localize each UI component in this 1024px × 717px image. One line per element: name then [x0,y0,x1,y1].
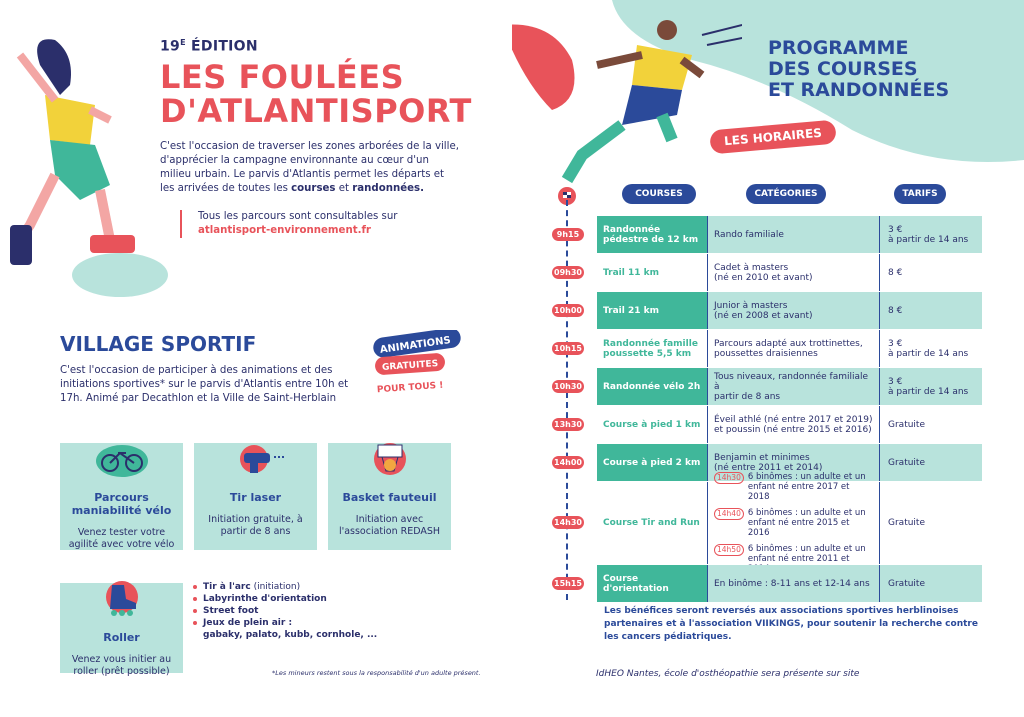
activities-list [193,581,377,641]
header-tarifs: TARIFS [894,184,946,204]
intro-text: C'est l'occasion de traverser les zones arborées de la ville, d'apprécier la campagne environnante au cœur d'un milieu urbain. Le parvis d'Atlantis permet les départs et les arrivées de toutes les courses et randonnées. [160,141,459,194]
list-item: Street foot [193,605,377,617]
time-badge: 10h15 [552,342,584,355]
courses-link-block: Tous les parcours sont consultables sur atlantisport-environnement.fr [180,210,398,238]
table-row: Randonnée famille poussette 5,5 km Parcours adapté aux trottinettes, poussettes draisiennes 3 € à partir de 14 ans [597,330,982,367]
table-row: Randonnée vélo 2h Tous niveaux, randonnée familiale à partir de 8 ans 3 € à partir de 14 ans [597,368,982,405]
village-text: C'est l'occasion de participer à des animations et des initiations sportives* sur le parvis d'Atlantis entre 10h et 17h. Animé par Decathlon et la Ville de Saint-Herblain [60,365,349,404]
time-badge: 9h15 [552,228,584,241]
time-badge: 10h30 [552,380,584,393]
table-row: Trail 11 km Cadet à masters (né en 2010 et avant) 8 € [597,254,982,291]
header-courses: COURSES [622,184,696,204]
time-badge: 14h00 [552,456,584,469]
osteopathy-note: IdHEO Nantes, école d'osthéopathie sera présente sur site [596,669,860,679]
program-title-line-3: ET RANDONNÉES [768,79,950,101]
badge-line-3: POUR TOUS ! [376,380,444,396]
free-animations-badge [355,330,465,400]
program-title-line-2: DES COURSES [768,58,918,80]
sub-time-badge: 14h40 [714,508,744,520]
card-bike [60,443,183,550]
table-row: Course à pied 1 km Éveil athlé (né entre 2017 et 2019) et poussin (né entre 2015 et 2016) Gratuite [597,406,982,443]
roller-skate-icon [90,579,154,623]
list-item: Jeux de plein air : gabaky, palato, kubb, cornhole, ... [193,617,377,641]
program-title-line-1: PROGRAMME [768,37,909,59]
benefits-note: Les bénéfices seront reversés aux associations sportives herblinoises partenaires et à l'association VIIKINGS, pour soutenir la recherche contre les cancers pédiatriques. [604,606,978,642]
card-title: Basket fauteuil [342,491,437,504]
card-title: Parcours maniabilité vélo [71,491,172,517]
schedule-badge: LES HORAIRES [709,120,837,155]
basketball-hoop-icon [358,439,422,483]
running-man-illustration [542,15,742,195]
time-badge: 15h15 [552,577,584,590]
table-row: Trail 21 km Junior à masters (né en 2008 et avant) 8 € [597,292,982,329]
title-line-2: D'ATLANTISPORT [160,92,472,130]
rollerblade-girl-illustration [0,25,170,305]
table-row: Randonnée pédestre de 12 km Rando familiale 3 € à partir de 14 ans [597,216,982,253]
time-badge: 13h30 [552,418,584,431]
edition-label: $19^E$ ÉDITION [160,38,258,55]
badge-line-1: ANIMATIONS [379,335,452,356]
program-title [768,38,949,101]
list-item: Labyrinthe d'orientation [193,593,377,605]
sub-time-badge: 14h50 [714,544,744,556]
card-desc: Initiation avec l'association REDASH [338,514,441,537]
village-title: VILLAGE SPORTIF [60,332,257,356]
website-link[interactable]: atlantisport-environnement.fr [198,225,371,236]
list-item: Tir à l'arc (initiation) [193,581,377,593]
table-row: Course à pied 2 km Benjamin et minimes (né entre 2011 et 2014) Gratuite [597,444,982,481]
header-categories: CATÉGORIES [746,184,826,204]
card-desc: Venez tester votre agilité avec votre vélo [68,527,175,550]
time-badge: 14h30 [552,516,584,529]
bicycle-icon [90,439,154,483]
badge-line-2: GRATUITES [381,359,439,373]
card-title: Roller [103,631,140,644]
card-roller [60,583,183,677]
laser-gun-icon [224,439,288,483]
table-row: Course d'orientation En binôme : 8-11 ans et 12-14 ans Gratuite [597,565,982,602]
title-line-1: LES FOULÉES [160,58,405,96]
right-page [512,0,1024,717]
card-desc: Initiation gratuite, à partir de 8 ans [208,514,303,537]
card-laser [194,443,317,550]
time-badge: 09h30 [552,266,584,279]
card-desc: Venez vous initier au roller (prêt possible) [71,654,172,677]
time-badge: 10h00 [552,304,584,317]
event-title [160,60,472,128]
sub-time-badge: 14h30 [714,472,744,484]
table-row: Course Tir and Run 14h30 6 binômes : un adulte et un enfant né entre 2017 et 2018 14h40 6 binômes : un adulte et un enfant né entre 2015 et 2016 14h50 6 binômes : un adulte et un enfant né entre 2011 et Gratuite [597,482,982,564]
card-title: Tir laser [229,491,282,504]
footnote: *Les mineurs restent sous la responsabilité d'un adulte présent. [272,669,481,677]
card-basket [328,443,451,550]
timeline [566,200,568,600]
